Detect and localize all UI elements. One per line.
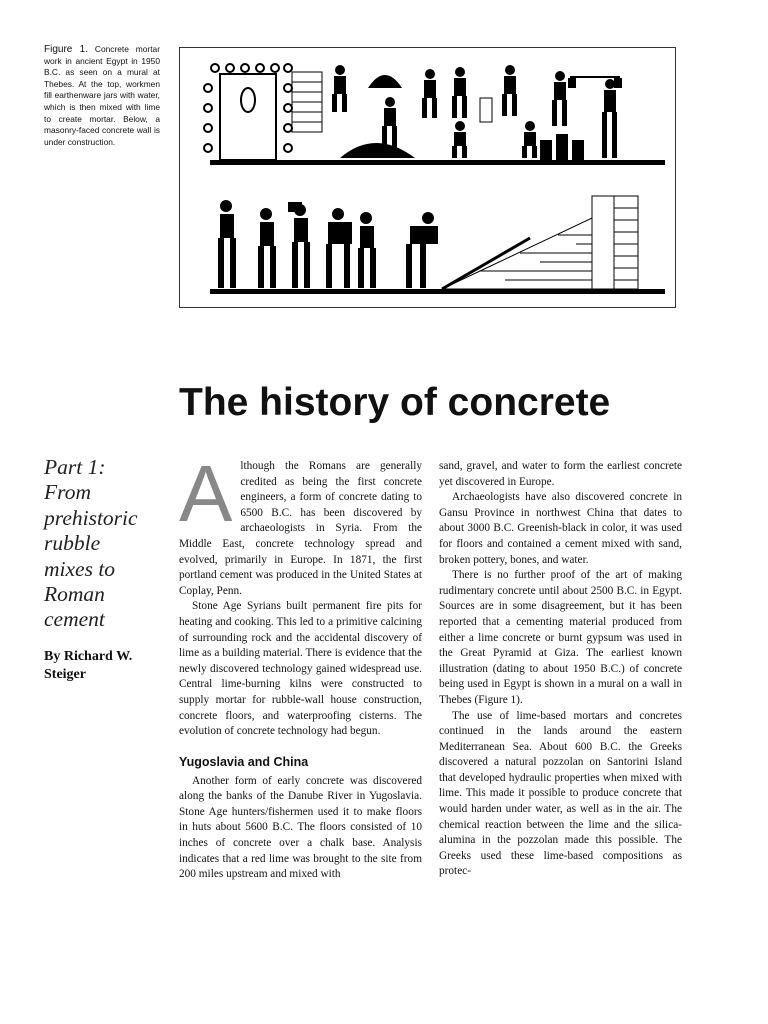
subtitle-line: Roman [44,582,105,607]
paragraph: Stone Age Syrians built permanent fire pits for heating and cooking. This led to a primitive calcining of surrounding rock and the accidental discovery of lime as a building material. There is evidence that the newly discovered technology gained widespread use. Central lime-burning kilns were constructed to supply mortar for rubble-wall house construction, concrete floors, and waterproofing cisterns. The evolution of concrete technology had begun. [179,600,422,738]
article-column-right [439,459,682,880]
byline-line: By Richard W. [44,649,133,664]
paragraph: sand, gravel, and water to form the earliest concrete yet discovered in Europe. [439,460,682,488]
egyptian-mural-illustration [180,48,675,307]
figure-caption-text: Concrete mortar work in ancient Egypt in 1950 B.C. as seen on a mural at Thebes. At the top, workmen fill earthenware jars with water, which is then mixed with lime to create mortar. Below, a masonry-faced concrete wall is under construction. [44,44,160,147]
paragraph: There is no further proof of the art of making rudimentary concrete until about 2500 B.C. in Egypt. Sources are in some disagreement, but it has been reported that a cementing material produced from either a lime concrete or burnt gypsum was used in the Great Pyramid at Giza. The earliest known illustration (dating to about 1950 B.C.) of concrete being used in Egypt is shown in a mural on a wall in Thebes (Figure 1). [439,569,682,706]
subtitle-line: rubble [44,531,101,556]
brick-wall [442,196,638,289]
workmen-bottom [218,200,438,288]
figure-caption [44,44,160,148]
vine-panel [204,64,292,160]
subtitle-line: From [44,480,91,505]
subtitle-line: mixes to [44,556,116,581]
byline [44,648,168,684]
drop-cap: A [179,449,233,538]
paragraph: The use of lime-based mortars and concretes continued in the lands around the eastern Mediterranean Sea. About 600 B.C. the Greeks discovered a natural pozzolan on Santorini Island that developed hydraulic properties when mixed with lime. This made it possible to produce concrete that would harden under water, as well as in the air. The chemical reaction between the lime and the silica-alumina in the pozzolan made this possible. The Greeks used these lime-based compositions as protec- [439,709,682,878]
article-subtitle [44,455,168,633]
subtitle-line: prehistoric [44,505,138,530]
figure-caption-label: Figure 1. [44,44,89,55]
figure-1-mural [179,47,676,308]
subtitle-line: Part 1: [44,455,106,479]
byline-line: Steiger [44,667,86,682]
section-heading: Yugoslavia and China [179,754,309,769]
subtitle-line: cement [44,607,105,632]
article-title: The history of concrete [179,381,611,424]
article-column-left [179,449,422,883]
paragraph: Archaeologists have also discovered concrete in Gansu Province in northwest China that dates to about 3000 B.C. Greenish-black in color, it was used for floors and contained a cement mixed with sand, broken pottery, bones, and water. [439,491,682,566]
paragraph: Another form of early concrete was discovered along the banks of the Danube River in Yugoslavia. Stone Age hunters/fishermen used it to make floors in huts about 5600 B.C. The floors consisted of 10 inches of concrete over a chalk base. Analysis indicates that a red lime was brought to the site from 200 miles upstream and mixed with [179,774,422,881]
paragraph [179,449,422,599]
paragraph-text: lthough the Romans are generally credited as being the first concrete engineers, a form of concrete dating to 6500 B.C. has been discovered by archaeologists in Syria. From the Middle East, concrete technology spread and evolved, primarily in Europe. In 1871, the first portland cement was produced in the United States at Coplay, Penn. [179,460,422,597]
